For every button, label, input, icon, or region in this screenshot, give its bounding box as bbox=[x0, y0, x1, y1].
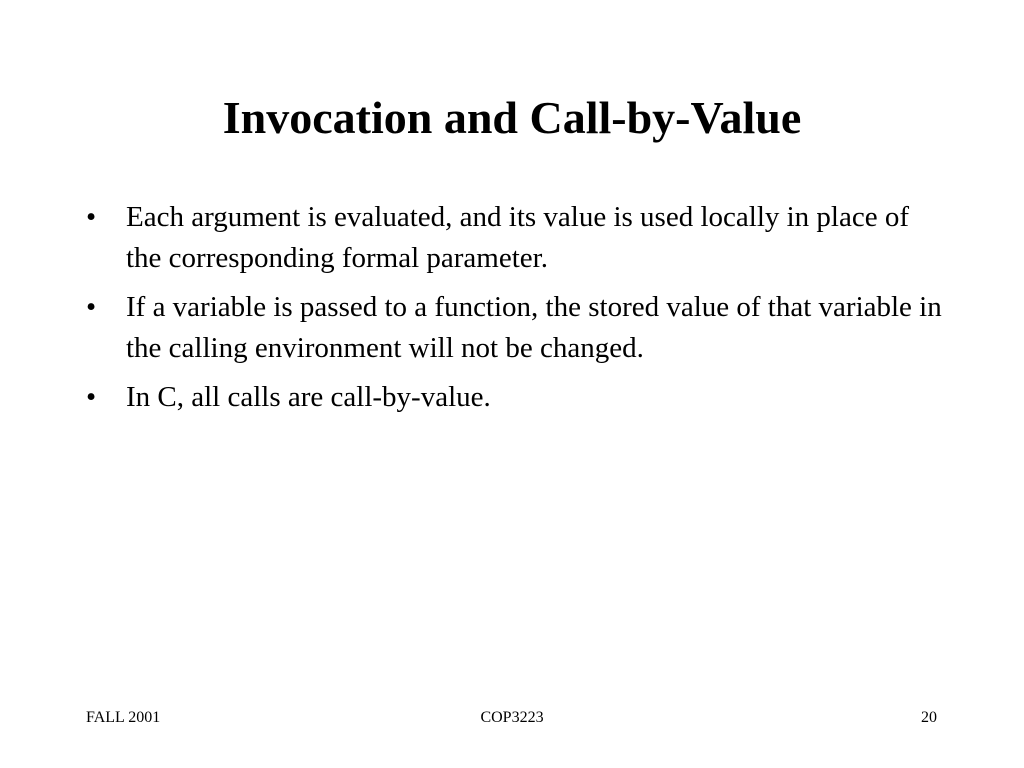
bullet-item-3 bbox=[86, 377, 946, 418]
bullet-icon: • bbox=[86, 291, 97, 323]
bullet-item-2 bbox=[86, 287, 946, 369]
bullet-text-2: If a variable is passed to a function, the stored value of that variable in the calling environment will not be changed. bbox=[126, 291, 942, 364]
footer-date: FALL 2001 bbox=[86, 709, 161, 726]
bullet-icon: • bbox=[86, 201, 97, 233]
bullet-list bbox=[86, 197, 946, 426]
bullet-item-1 bbox=[86, 197, 946, 279]
slide-title: Invocation and Call-by-Value bbox=[222, 92, 802, 143]
bullet-text-3: In C, all calls are call-by-value. bbox=[126, 381, 491, 413]
bullet-text-1: Each argument is evaluated, and its value is used locally in place of the corresponding formal parameter. bbox=[126, 201, 910, 274]
footer-page-number: 20 bbox=[921, 709, 937, 726]
footer-course: COP3223 bbox=[480, 709, 544, 726]
bullet-icon: • bbox=[86, 381, 97, 413]
